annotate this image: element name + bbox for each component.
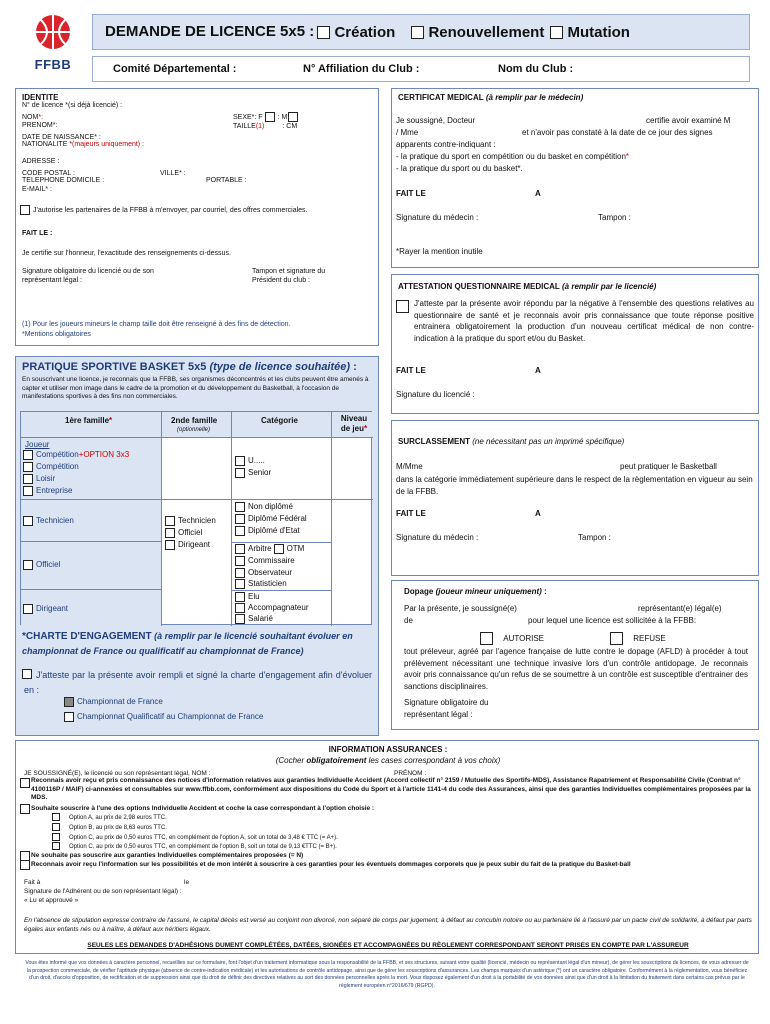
seules-text: SEULES LES DEMANDES D'ADHÉSIONS DUMENT COMPLÉTÉES, DATÉES, SIGNÉES ET ACCOMPAGNÉES DU RÈGLEMENT CORRESPONDANT SERONT PRISES EN COMPTE PAR L'ASSUREUR <box>87 942 689 949</box>
renouvellement-label: Renouvellement <box>428 24 545 41</box>
charte-opt1-checkbox[interactable] <box>64 697 74 707</box>
certificat-title-text: CERTIFICAT MEDICAL <box>398 93 484 102</box>
off2-checkbox[interactable] <box>165 528 175 538</box>
commissaire-label: Commissaire <box>248 556 295 566</box>
pratique-title-text: PRATIQUE SPORTIVE BASKET 5x5 <box>22 361 207 373</box>
questionnaire-fait-le: FAIT LE <box>396 366 426 375</box>
absence-text: En l'absence de stipulation expresse contraire de l'assuré, le capital décès est versé au conjoint non divorcé, non séparé de corps par jugement, à défaut au concubin notoire ou au partenaire lié à l'assuré par un pacte civil de solidarité, à défaut par parts égales aux enfants nés ou à naître, à défaut aux héritiers légaux. <box>24 917 752 933</box>
autorise-option[interactable] <box>480 632 544 645</box>
optC-label: Option C, au prix de 0,50 euros TTC, en complément de l'option A, soit un total de 3,48 € TTC (= A+). <box>69 834 338 841</box>
tech2-label: Technicien <box>178 516 216 526</box>
logo-text: FFBB <box>34 57 72 72</box>
certificat-title <box>398 93 583 103</box>
mutation-option[interactable] <box>550 24 630 42</box>
sexe-m-checkbox[interactable] <box>288 112 298 122</box>
reconnais1-checkbox[interactable] <box>20 778 30 788</box>
taille-label: TAILLE <box>233 123 256 130</box>
surclassement-line2: dans la catégorie immédiatement supérieure dans le respect de la règlementation en vigueur au sein de la FFBB. <box>396 475 753 496</box>
entreprise-option[interactable] <box>23 486 72 496</box>
dirigeant-label: Dirigeant <box>36 604 69 614</box>
questionnaire-panel <box>391 274 759 414</box>
observateur-checkbox[interactable] <box>235 568 245 578</box>
dipl-etat-label: Diplômé d'Etat <box>248 526 300 536</box>
dopage-title-note: (joueur mineur uniquement) <box>435 587 542 596</box>
dipl-etat-option[interactable] <box>235 526 300 536</box>
col4-label: Niveau de jeu <box>340 414 368 433</box>
option-3x3-label: +OPTION 3x3 <box>78 450 130 460</box>
assurances-subtitle-b: obligatoirement <box>306 756 367 765</box>
nationalite-field[interactable] <box>22 140 144 149</box>
pratique-table <box>20 411 372 625</box>
optA-label: Option A, au prix de 2,98 euros TTC. <box>69 814 167 821</box>
tampon-president: Tampon et signature du Président du club : <box>252 268 326 284</box>
surclassement-tampon: Tampon : <box>578 533 611 542</box>
accompagnateur-option[interactable] <box>235 603 308 613</box>
assurances-prenom: PRÉNOM : <box>394 770 427 777</box>
le-label: le <box>184 879 190 886</box>
entreprise-label: Entreprise <box>36 486 73 496</box>
reconnais2-text: Reconnais avoir reçu l'information sur les possibilités et de mon intérêt à souscrire à ces garanties pour les éventuels dommages corporels que je peux subir du fait de la pratique du Basket-ball <box>31 861 631 868</box>
questionnaire-title-note: (à remplir par le licencié) <box>562 282 657 291</box>
signature-licencie: Signature obligatoire du licencié ou de son représentant légal : <box>22 268 154 284</box>
cat-u-checkbox[interactable] <box>235 456 245 466</box>
certificat-a: A <box>535 189 541 198</box>
arbitre-label: Arbitre <box>248 544 272 554</box>
competition-checkbox[interactable] <box>23 462 33 472</box>
charte-opt2-checkbox[interactable] <box>64 712 74 722</box>
otm-label: OTM <box>286 544 305 554</box>
dopage-panel <box>391 580 759 730</box>
competition-option[interactable] <box>23 462 79 472</box>
partenaires-label: J'autorise les partenaires de la FFBB à m'envoyer, par courriel, des offres commerciales. <box>33 206 308 214</box>
off2-option[interactable] <box>165 528 202 538</box>
pratique-intro: En souscrivant une licence, je reconnais que la FFBB, ses organismes déconcentrés et les clubs peuvent être amenés à capter et utiliser mon image dans le cadre de la promotion et du développement du Basketball, à l'occasion de manifestations sportives à des fins non commerciales. <box>22 376 369 400</box>
portable-label[interactable]: PORTABLE : <box>206 177 247 184</box>
sexe-f-checkbox[interactable] <box>265 112 275 122</box>
cat-senior-option[interactable] <box>235 468 271 478</box>
footer-rgpd: Vous êtes informé que vos données à caractère personnel, recueillies sur ce formulaire, font l'objet d'un traitement informatique sous la responsabilité de la FFBB, et ses structures, suivant votre qualité (licencié, médecin ou représentant légal d'un mineur), de gérer les souscriptions de licences, de vous adresser de la prospection commerciale, de vérifier l'aptitude physique (absence de contre-indication médicale) et les autorisations de contrôle antidopage, ainsi que de gérer les souscriptions d'assurances. Les champs marqués d'un astérique (*) ont un caractère obligatoire. Conformément à la réglementation, vous bénéficiez d'un droit, d'accès d'opposition, de rectification et de suppression ainsi que du droit de définir des directives relatives au sort des données personnelles après la mort. Vous disposez également d'un droit à la portabilité de vos données ainsi que d'un droit à la limitation du traitement dans certains cas prévus par le règlement européen n°2016/679 (RGPD). <box>25 960 749 989</box>
renouvellement-option[interactable] <box>411 24 544 42</box>
salarie-checkbox[interactable] <box>235 614 245 624</box>
certificat-line5: - la pratique du sport ou du basket*. <box>396 164 523 173</box>
loisir-option[interactable] <box>23 474 55 484</box>
certificat-line1b: certifie avoir examiné M <box>646 116 731 125</box>
pratique-title-note: (type de licence souhaitée) <box>209 361 351 373</box>
creation-label: Création <box>334 24 396 41</box>
elu-option[interactable] <box>235 592 260 602</box>
certificat-line4-star: * <box>625 152 630 161</box>
otm-checkbox[interactable] <box>274 544 284 554</box>
off2-label: Officiel <box>178 528 203 538</box>
identite-fait-le: FAIT LE : <box>22 230 53 237</box>
certificat-line3: apparents contre-indiquant : <box>396 140 496 149</box>
dopage-line2b: pour lequel une licence est sollicitée à la FFBB: <box>528 616 697 625</box>
dopage-line1a: Par la présente, je soussigné(e) <box>404 604 517 613</box>
loisir-checkbox[interactable] <box>23 474 33 484</box>
dopage-signature1: Signature obligatoire du <box>404 698 489 707</box>
dopage-signature2: représentant légal : <box>404 710 473 719</box>
assurances-subtitle-c: les cases correspondant à vos choix) <box>366 756 501 765</box>
lu-approuve: « Lu et approuvé » <box>24 897 79 904</box>
certificat-line2a: / Mme <box>396 128 419 137</box>
souhaite-checkbox[interactable] <box>20 804 30 814</box>
surclassement-line1a: M/Mme <box>396 462 423 471</box>
naissance-label[interactable]: DATE DE NAISSANCE* : <box>22 134 101 141</box>
dopage-title <box>404 587 547 597</box>
taille-field[interactable] <box>233 122 297 131</box>
surclassement-title-note: (ne nécessitant pas un imprimé spécifique) <box>472 437 625 446</box>
optC2-checkbox[interactable] <box>52 842 60 850</box>
assurances-subtitle <box>16 756 760 766</box>
charte-opt1-label: Championnat de France <box>77 697 163 707</box>
ffbb-logo <box>30 12 76 72</box>
dopage-line2a: de <box>404 616 413 625</box>
sexe-label: SEXE*: F <box>233 113 263 121</box>
statisticien-checkbox[interactable] <box>235 579 245 589</box>
partenaires-checkbox[interactable] <box>20 205 30 215</box>
adresse-label[interactable]: ADRESSE : <box>22 158 60 165</box>
officiel-label: Officiel <box>36 560 61 570</box>
optB-checkbox[interactable] <box>52 823 60 831</box>
col-niveau <box>337 414 371 434</box>
non-diplome-option[interactable] <box>235 502 293 512</box>
charte-opt2[interactable] <box>64 712 263 722</box>
dopage-text: tout préleveur, agréé par l'agence française de lutte contre le dopage (AFLD) à procéder à tout prélèvement nécessitant une technique invasive lors d'un contrôle antidopage. Je reconnais avoir pris connaissance qu'un refus de se soumettre à un contrôle est susceptible d'entrainer des sanctions disciplinaires. <box>404 647 748 691</box>
dir2-checkbox[interactable] <box>165 540 175 550</box>
surclassement-a: A <box>535 509 541 518</box>
dipl-federal-checkbox[interactable] <box>235 514 245 524</box>
autorise-checkbox[interactable] <box>480 632 493 645</box>
cat-u-option[interactable] <box>235 456 265 466</box>
creation-checkbox[interactable] <box>317 26 330 39</box>
accompagnateur-checkbox[interactable] <box>235 603 245 613</box>
assurances-panel <box>15 740 759 954</box>
dipl-federal-option[interactable] <box>235 514 307 524</box>
ville-label[interactable]: VILLE* : <box>160 170 186 177</box>
commissaire-checkbox[interactable] <box>235 556 245 566</box>
header-title-bar <box>92 14 750 50</box>
entreprise-checkbox[interactable] <box>23 486 33 496</box>
competition-label: Compétition <box>36 462 79 472</box>
competition-3x3-checkbox[interactable] <box>23 450 33 460</box>
certificat-panel <box>391 88 759 268</box>
nationalite-label: NATIONALITE * <box>22 141 73 148</box>
note-mentions: *Mentions obligatoires <box>22 331 91 338</box>
certificat-rayer: *Rayer la mention inutile <box>396 247 483 256</box>
creation-option[interactable] <box>317 24 395 42</box>
mutation-label: Mutation <box>567 24 630 41</box>
dir2-option[interactable] <box>165 540 210 550</box>
questionnaire-text: J'atteste par la présente avoir répondu par la négative à l'ensemble des questions relatives au questionnaire de santé et je reconnais avoir pris connaissance que toute réponse positive entrainera obligatoirement la production d'un nouveau certificat médical de non contre-indication à la pratique du sport et/ou du Basket. <box>414 299 754 343</box>
charte-opt2-label: Championnat Qualificatif au Championnat de France <box>77 712 264 722</box>
certificat-fait-le: FAIT LE <box>396 189 426 198</box>
certificat-tampon: Tampon : <box>598 213 631 222</box>
non-diplome-checkbox[interactable] <box>235 502 245 512</box>
certificat-signature: Signature du médecin : <box>396 213 479 222</box>
dirigeant-option[interactable] <box>23 604 68 614</box>
surclassement-fait-le: FAIT LE <box>396 509 426 518</box>
refuse-label: REFUSE <box>633 633 666 643</box>
nationalite-note: (majeurs uniquement) : <box>72 141 145 148</box>
statisticien-option[interactable] <box>235 579 287 589</box>
tel-label[interactable]: TELEPHONE DOMICILE : <box>22 177 105 184</box>
cat-senior-label: Senior <box>248 468 272 478</box>
note-mineurs: (1) Pour les joueurs mineurs le champ taille doit être renseigné à des fins de détection. <box>22 321 291 328</box>
officiel-option[interactable] <box>23 560 60 570</box>
accompagnateur-label: Accompagnateur <box>248 603 309 613</box>
certifie-text: Je certifie sur l'honneur, l'exactitude des renseignements ci-dessus. <box>22 250 231 257</box>
mutation-checkbox[interactable] <box>550 26 563 39</box>
salarie-label: Salarié <box>248 614 273 624</box>
optA-option[interactable] <box>52 813 167 823</box>
joueur-label: Joueur <box>25 440 50 449</box>
tech2-checkbox[interactable] <box>165 516 175 526</box>
competition-3x3-option[interactable] <box>23 450 129 460</box>
charte-title-note: (à remplir par le licencié souhaitant évoluer en championnat de France ou qualificatif au championnat de France) <box>22 631 353 656</box>
souhaite-text: Souhaite souscrire à l'une des options Individuelle Accident et coche la case correspondant à l'option choisie : <box>31 805 375 812</box>
affiliation-label: N° Affiliation du Club : <box>303 63 420 75</box>
surclassement-line1b: peut pratiquer le Basketball <box>620 462 717 471</box>
col-2nde-note: (optionnelle) <box>177 427 211 433</box>
dipl-etat-checkbox[interactable] <box>235 526 245 536</box>
sexe-m-label: : M <box>277 113 288 121</box>
col-categorie: Catégorie <box>261 416 298 425</box>
technicien-option[interactable] <box>23 516 74 526</box>
observateur-label: Observateur <box>248 568 293 578</box>
questionnaire-signature: Signature du licencié : <box>396 390 475 399</box>
autorise-label: AUTORISE <box>503 633 544 643</box>
officiel-checkbox[interactable] <box>23 560 33 570</box>
prenom-label[interactable]: PRENOM*: <box>22 122 58 129</box>
refuse-checkbox[interactable] <box>610 632 623 645</box>
arbitre-option[interactable] <box>235 544 304 554</box>
charte-title-text: *CHARTE D'ENGAGEMENT <box>22 631 152 642</box>
col4-star: * <box>364 424 368 433</box>
tech2-option[interactable] <box>165 516 216 526</box>
code-postal-label[interactable]: CODE POSTAL : <box>22 170 75 177</box>
certificat-line4 <box>396 152 629 162</box>
surclassement-title-text: SURCLASSEMENT <box>398 437 471 446</box>
competition-3x3-label: Compétition <box>36 450 79 460</box>
email-label[interactable]: E-MAIL* : <box>22 186 52 193</box>
optB-label: Option B, au prix de 8,63 euros TTC. <box>69 824 167 831</box>
partenaires-option[interactable] <box>20 205 308 215</box>
assurances-title: INFORMATION ASSURANCES : <box>328 745 448 754</box>
renouvellement-checkbox[interactable] <box>411 26 424 39</box>
statisticien-label: Statisticien <box>248 579 287 589</box>
questionnaire-a: A <box>535 366 541 375</box>
col1-star: * <box>109 416 113 425</box>
optC2-label: Option C, au prix de 0,50 euros TTC, en complément de l'option B, soit un total de 9,13 €TTC (= B+). <box>69 843 337 850</box>
assurances-signature: Signature de l'Adhérent ou de son représentant légal) : <box>24 888 182 895</box>
charte-text: J'atteste par la présente avoir rempli et signé la charte d'engagement afin d'évoluer en : <box>24 670 372 695</box>
taille-unit: : CM <box>282 123 298 130</box>
pratique-title <box>22 361 357 373</box>
questionnaire-title <box>398 282 656 292</box>
pratique-panel <box>15 356 379 736</box>
nom-club-label: Nom du Club : <box>498 63 574 75</box>
comite-label: Comité Départemental : <box>113 63 237 75</box>
optB-option[interactable] <box>52 823 167 833</box>
taille-note: (1) <box>255 123 265 130</box>
pratique-title-end: : <box>350 361 357 373</box>
club-info-bar <box>92 56 750 82</box>
surclassement-title <box>398 437 624 447</box>
cat-u-label: U..... <box>248 456 265 466</box>
cat-senior-checkbox[interactable] <box>235 468 245 478</box>
col1-label: 1ère famille <box>65 416 110 425</box>
certificat-title-note: (à remplir par le médecin) <box>485 93 584 102</box>
certificat-line2b: et n'avoir pas constaté à la date de ce jour des signes <box>522 128 713 137</box>
questionnaire-title-text: ATTESTATION QUESTIONNAIRE MEDICAL <box>398 282 560 291</box>
refuse-option[interactable] <box>610 632 666 645</box>
dopage-line1b: représentant(e) légal(e) <box>638 604 722 613</box>
num-licence-label: N° de licence *(si déjà licencié) : <box>22 102 123 109</box>
fait-a-label: Fait à <box>24 879 41 886</box>
surclassement-panel <box>391 420 759 576</box>
dopage-title-text: Dopage <box>404 587 434 596</box>
dirigeant-checkbox[interactable] <box>23 604 33 614</box>
nom-star: *: <box>38 114 44 121</box>
dir2-label: Dirigeant <box>178 540 211 550</box>
nom-label: NOM <box>22 114 39 121</box>
identite-panel <box>15 88 379 346</box>
assurances-subtitle-a: (Cocher <box>275 756 307 765</box>
arbitre-checkbox[interactable] <box>235 544 245 554</box>
questionnaire-checkbox[interactable] <box>396 300 409 313</box>
reconnais1-text: Reconnais avoir reçu et pris connaissance des notices d'information relatives aux garanties Individuelle Accident (Accord collectif n° 2159 / Mutuelle des Sportifs-MDS), Assistance Rapatriement et Responsabilité Civile (Contrat n° 4100116P / MAIF) ci-annexées et consultables sur www.ffbb.com, conformément aux dispositions du Code du Sport et à l'article 1141-4 du code des Assurances, ainsi que des garanties Individuelles complémentaires proposées par la MDS. <box>31 777 751 801</box>
sexe-field <box>233 112 301 122</box>
optA-checkbox[interactable] <box>52 813 60 821</box>
technicien-checkbox[interactable] <box>23 516 33 526</box>
reconnais2-checkbox[interactable] <box>20 860 30 870</box>
elu-label: Elu <box>248 592 260 602</box>
salarie-option[interactable] <box>235 614 273 624</box>
non-diplome-label: Non diplômé <box>248 502 293 512</box>
basketball-logo-icon <box>30 12 76 52</box>
ne-souhaite-text: Ne souhaite pas souscrire aux garanties Individuelles complémentaires proposées (= N) <box>31 852 304 859</box>
elu-checkbox[interactable] <box>235 592 245 602</box>
certificat-line4-text: - la pratique du sport en compétition ou du basket en compétition <box>396 152 626 161</box>
col-2nde-famille: 2nde famille <box>171 416 218 425</box>
charte-opt1[interactable] <box>64 697 163 707</box>
commissaire-option[interactable] <box>235 556 295 566</box>
identite-title: IDENTITE <box>22 93 59 102</box>
technicien-label: Technicien <box>36 516 74 526</box>
loisir-label: Loisir <box>36 474 56 484</box>
surclassement-signature: Signature du médecin : <box>396 533 479 542</box>
col-1ere-famille <box>65 416 112 426</box>
observateur-option[interactable] <box>235 568 292 578</box>
assurances-soussigne: JE SOUSSIGNÉ(E), le licencié ou son représentant légal, NOM : <box>24 770 211 777</box>
optC-checkbox[interactable] <box>52 833 60 841</box>
certificat-line1a: Je soussigné, Docteur <box>396 116 476 125</box>
charte-title <box>22 629 376 659</box>
page-title: DEMANDE DE LICENCE 5x5 : <box>105 23 315 40</box>
dopage-title-end: : <box>541 587 547 596</box>
dipl-federal-label: Diplômé Fédéral <box>248 514 307 524</box>
